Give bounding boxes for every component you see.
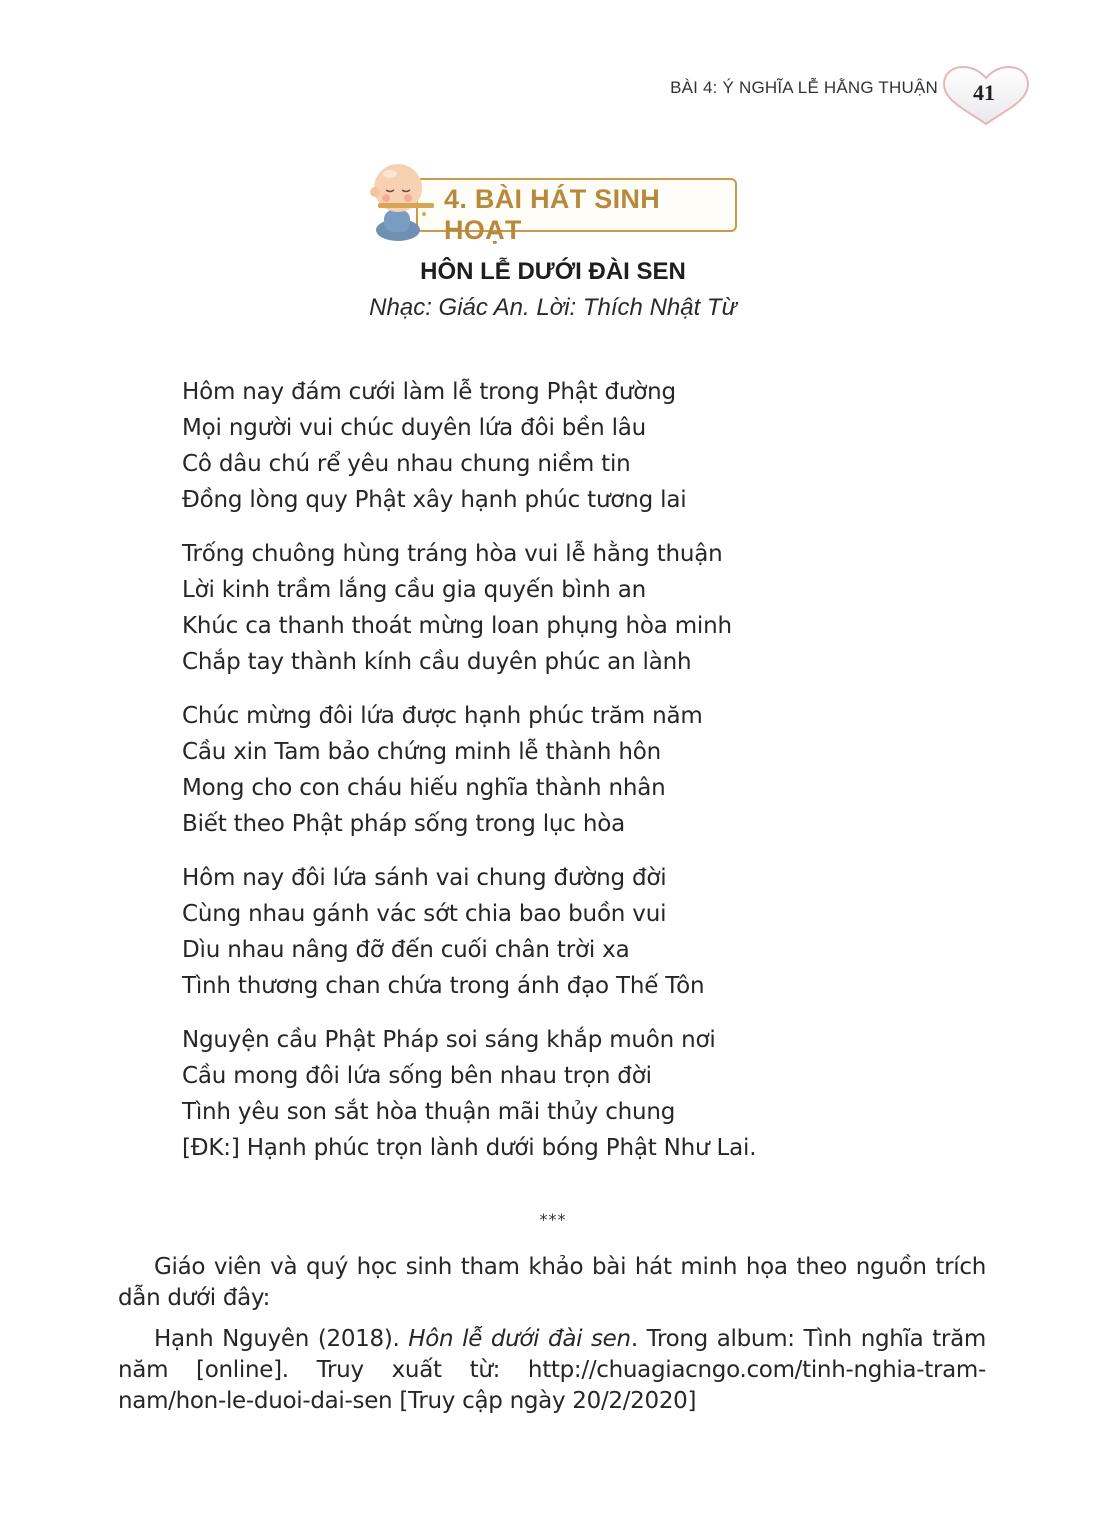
lyric-line: Khúc ca thanh thoát mừng loan phụng hòa minh: [182, 613, 732, 639]
lyric-line: Hôm nay đôi lứa sánh vai chung đường đời: [182, 865, 667, 891]
lyric-line: Cùng nhau gánh vác sớt chia bao buồn vui: [182, 901, 667, 927]
reference-intro: [118, 1252, 986, 1314]
page-number: 41: [973, 80, 995, 105]
lyric-line: Lời kinh trầm lắng cầu gia quyến bình an: [182, 577, 646, 603]
lyric-line: Tình thương chan chứa trong ánh đạo Thế Tôn: [182, 973, 705, 999]
lyric-line: Mọi người vui chúc duyên lứa đôi bền lâu: [182, 415, 647, 441]
section-banner: [366, 158, 738, 245]
citation-title: Hôn lễ dưới đài sen: [408, 1326, 631, 1352]
lyric-line: Hôm nay đám cưới làm lễ trong Phật đường: [182, 379, 676, 405]
stanza-5: [182, 1022, 756, 1166]
lyric-line: Nguyện cầu Phật Pháp soi sáng khắp muôn nơi: [182, 1027, 716, 1053]
reference-citation: [118, 1324, 986, 1417]
stanza-1: [182, 374, 756, 518]
song-title: HÔN LỄ DƯỚI ĐÀI SEN: [420, 258, 686, 285]
citation-author: Hạnh Nguyên (2018).: [154, 1326, 409, 1352]
lyric-line: Mong cho con cháu hiếu nghĩa thành nhân: [182, 775, 666, 801]
stanza-2: [182, 536, 756, 680]
chapter-running-header: BÀI 4: Ý NGHĨA LỄ HẰNG THUẬN: [670, 78, 938, 97]
lyric-line: Biết theo Phật pháp sống trong lục hòa: [182, 811, 625, 837]
lyric-line: Chúc mừng đôi lứa được hạnh phúc trăm năm: [182, 703, 703, 729]
stanza-4: [182, 860, 756, 1004]
lyrics: [182, 374, 756, 1184]
lyric-line: [ĐK:] Hạnh phúc trọn lành dưới bóng Phật Như Lai.: [182, 1135, 757, 1161]
lyric-line: Cầu mong đôi lứa sống bên nhau trọn đời: [182, 1063, 652, 1089]
section-separator: ***: [539, 1210, 567, 1229]
monk-playing-flute-icon: [366, 158, 436, 242]
reference-intro-text: Giáo viên và quý học sinh tham khảo bài hát minh họa theo nguồn trích dẫn dưới đây:: [118, 1254, 986, 1311]
citation-details: . Trong album: Tình nghĩa trăm năm [online]. Truy xuất từ: http://chuagiacngo.com/tinh-nghia-tram-nam/hon-le-duoi-dai-sen [Truy cập ngày 20/2/2020]: [118, 1326, 986, 1414]
song-credit: Nhạc: Giác An. Lời: Thích Nhật Từ: [369, 294, 737, 321]
lyric-line: Tình yêu son sắt hòa thuận mãi thủy chung: [182, 1099, 676, 1125]
lyric-line: Chắp tay thành kính cầu duyên phúc an lành: [182, 649, 692, 675]
lyric-line: Dìu nhau nâng đỡ đến cuối chân trời xa: [182, 937, 630, 963]
lyric-line: Đồng lòng quy Phật xây hạnh phúc tương lai: [182, 487, 687, 513]
lyric-line: Cầu xin Tam bảo chứng minh lễ thành hôn: [182, 739, 662, 765]
lyric-line: Trống chuông hùng tráng hòa vui lễ hằng thuận: [182, 541, 723, 567]
section-heading: 4. BÀI HÁT SINH HOẠT: [444, 184, 661, 245]
lyric-line: Cô dâu chú rể yêu nhau chung niềm tin: [182, 451, 631, 477]
stanza-3: [182, 698, 756, 842]
